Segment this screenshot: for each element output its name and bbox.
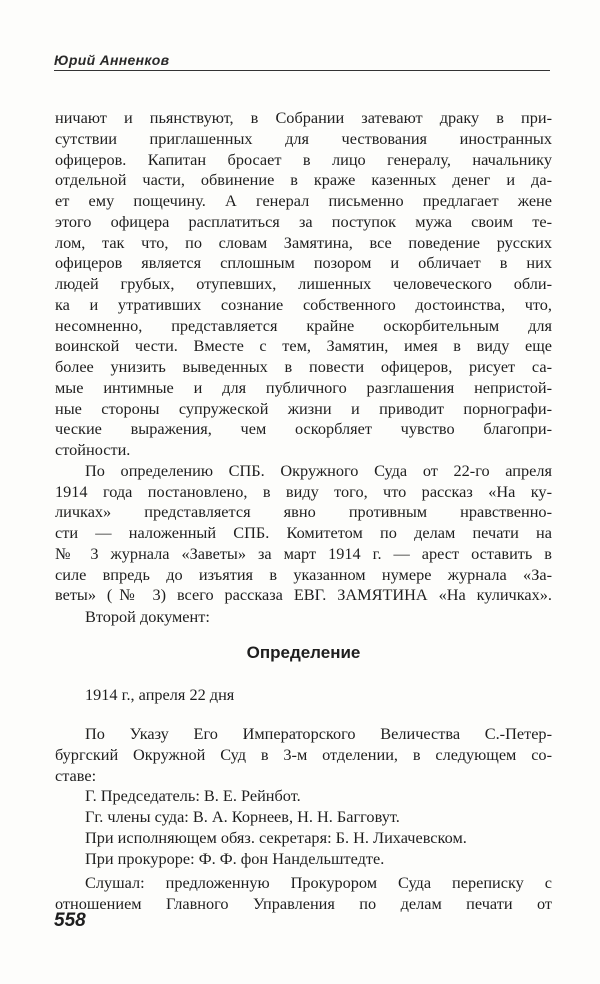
- text-line: сти — наложенный СПБ. Комитетом по делам печати на: [55, 523, 552, 542]
- text-line: ничают и пьянствуют, в Собрании затевают драку в при-: [55, 108, 552, 127]
- text-line: бургский Окружной Суд в 3-м отделении, в следующем со-: [55, 744, 552, 764]
- text-line: ческие выражения, чем оскорбляет чувство благопри-: [55, 419, 552, 439]
- text-line: По Указу Его Императорского Величества С.-Петер-: [85, 724, 552, 743]
- text-line: людей грубых, отупевших, лишенных человеческого обли-: [55, 274, 552, 293]
- text-line: По определению СПБ. Окружного Суда от 22-го апреля: [85, 460, 552, 480]
- court-member-line: При исполняющем обяз. секретаря: Б. Н. Лихачевском.: [85, 827, 467, 847]
- text-line: личках» представляется явно противным нравственно-: [55, 502, 552, 522]
- text-line: несомненно, представляется крайне оскорбительным для: [55, 315, 552, 335]
- heard-paragraph: [55, 873, 552, 915]
- court-member-line: При прокуроре: Ф. Ф. фон Нандельштедте.: [85, 848, 385, 868]
- paragraph-1: [55, 108, 552, 606]
- decree-paragraph: [55, 724, 552, 869]
- text-line: офицеров. Капитан бросает в лицо генералу, начальнику: [55, 149, 552, 169]
- court-member-line: Г. Председатель: В. Е. Рейнбот.: [85, 786, 301, 806]
- second-document-label: Второй документ:: [85, 607, 210, 626]
- text-line: более унизить выведенных в повести офицеров, рисует са-: [55, 357, 552, 376]
- text-line: Слушал: предложенную Прокурором Суда переписку с: [85, 873, 552, 892]
- text-line: ка и утративших сознание собственного достоинства, что,: [55, 294, 552, 314]
- text-line: ные стороны супружеской жизни и приводит порнографи-: [55, 398, 552, 418]
- text-line: воинской чести. Вместе с тем, Замятин, имея в виду еще: [55, 336, 552, 356]
- text-line: веты» (№ 3) всего рассказа ЕВГ. ЗАМЯТИНА «На куличках».: [55, 585, 552, 605]
- text-line: отношением Главного Управления по делам печати от: [55, 893, 552, 913]
- text-line: сутствии приглашенных для чествования иностранных: [55, 128, 552, 148]
- text-line: мые интимные и для публичного разглашения непристой-: [55, 377, 552, 397]
- header-rule: [54, 70, 550, 71]
- running-head-author: Юрий Анненков: [54, 52, 170, 68]
- text-line: этого офицера расплатиться за поступок мужа своим те-: [55, 211, 552, 231]
- document-heading: Определение: [246, 643, 361, 662]
- text-line: силе впредь до изъятия в указанном нумере журнала «За-: [55, 564, 552, 584]
- text-line: отдельной части, обвинение в краже казенных денег и да-: [55, 170, 552, 190]
- second-document-label-block: [55, 607, 552, 628]
- text-line: лом, так что, по словам Замятина, все поведение русских: [55, 232, 552, 252]
- running-head: [54, 48, 550, 74]
- text-line: 1914 года постановлено, в виду того, что рассказ «На ку-: [55, 481, 552, 501]
- date-line: 1914 г., апреля 22 дня: [85, 685, 235, 704]
- page-number: 558: [54, 910, 86, 931]
- text-line: ет ему пощечину. А генерал письменно предлагает жене: [55, 191, 552, 210]
- court-member-line: Гг. члены суда: В. А. Корнеев, Н. Н. Багговут.: [85, 807, 400, 826]
- date-block: [55, 685, 552, 706]
- text-line: стойности.: [55, 440, 131, 459]
- text-line: № 3 журнала «Заветы» за март 1914 г. — арест оставить в: [55, 543, 552, 563]
- text-line: офицеров является сплошным позором и обличает в них: [55, 253, 552, 273]
- text-line: ставе:: [55, 765, 97, 785]
